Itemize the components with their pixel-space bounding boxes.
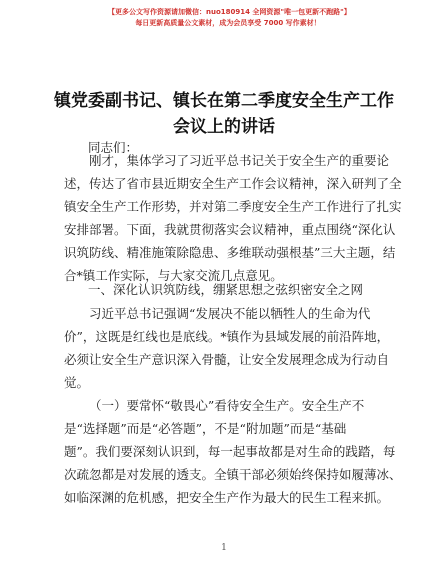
paragraph-line: 题”。我们要深刻认识到，每一起事故都是对生命的践踏，每 <box>64 444 396 459</box>
paragraph-2 <box>64 302 390 394</box>
salutation: 同志们： <box>88 140 139 155</box>
page-number: 1 <box>221 543 227 553</box>
paragraph-line: 识筑防线、精准施策除隐患、多维联动强根基”三大主题，结 <box>64 245 396 260</box>
paragraph-line: 合*镇工作实际，与大家交流几点意见。 <box>64 268 283 283</box>
paragraph-line: 如临深渊的危机感，把安全生产作为最大的民生工程来抓。 <box>64 490 390 505</box>
paragraph-line: 次疏忽都是对发展的透支。全镇干部必须始终保持如履薄冰、 <box>64 467 402 482</box>
paragraph-line: 镇安全生产工作形势，并对第二季度安全生产工作进行了扎实 <box>64 199 402 214</box>
paragraph-line: 刚才，集体学习了习近平总书记关于安全生产的重要论 <box>89 153 390 168</box>
paragraph-line: 觉。 <box>64 375 90 390</box>
paragraph-3 <box>64 394 402 509</box>
paragraph-line: 安排部署。下面，我就贯彻落实会议精神，重点围绕“深化认 <box>64 222 396 237</box>
promo-banner-line-2: 每日更新高质量公文素材，成为会员享受 7000 写作素材！ <box>135 19 321 27</box>
promo-banner <box>108 7 351 29</box>
paragraph-line: 是“选择题”而是“必答题”，不是“附加题”而是“基础 <box>64 421 347 436</box>
paragraph-line: 习近平总书记强调“发展决不能以牺牲人的生命为代 <box>89 306 371 321</box>
title-line-2: 会议上的讲话 <box>173 117 275 137</box>
paragraph-line: 价”，这既是红线也是底线。*镇作为县域发展的前沿阵地， <box>64 329 390 344</box>
title-line-1: 镇党委副书记、镇长在第二季度安全生产工作 <box>54 91 394 111</box>
document-title <box>40 88 408 140</box>
section-heading-1: 一、深化认识筑防线，绷紧思想之弦织密安全之网 <box>88 282 364 297</box>
promo-banner-line-1: 【更多公文写作资源请加微信：nuo180914 全网资源"唯一包更新不跑路"】 <box>108 8 351 16</box>
paragraph-1 <box>64 149 402 287</box>
paragraph-line: （一）要常怀“敬畏心”看待安全生产。安全生产不 <box>89 398 365 413</box>
paragraph-line: 述，传达了省市县近期安全生产工作会议精神，深入研判了全 <box>64 176 402 191</box>
paragraph-line: 必须让安全生产意识深入骨髓，让安全发展理念成为行动自 <box>64 352 390 367</box>
